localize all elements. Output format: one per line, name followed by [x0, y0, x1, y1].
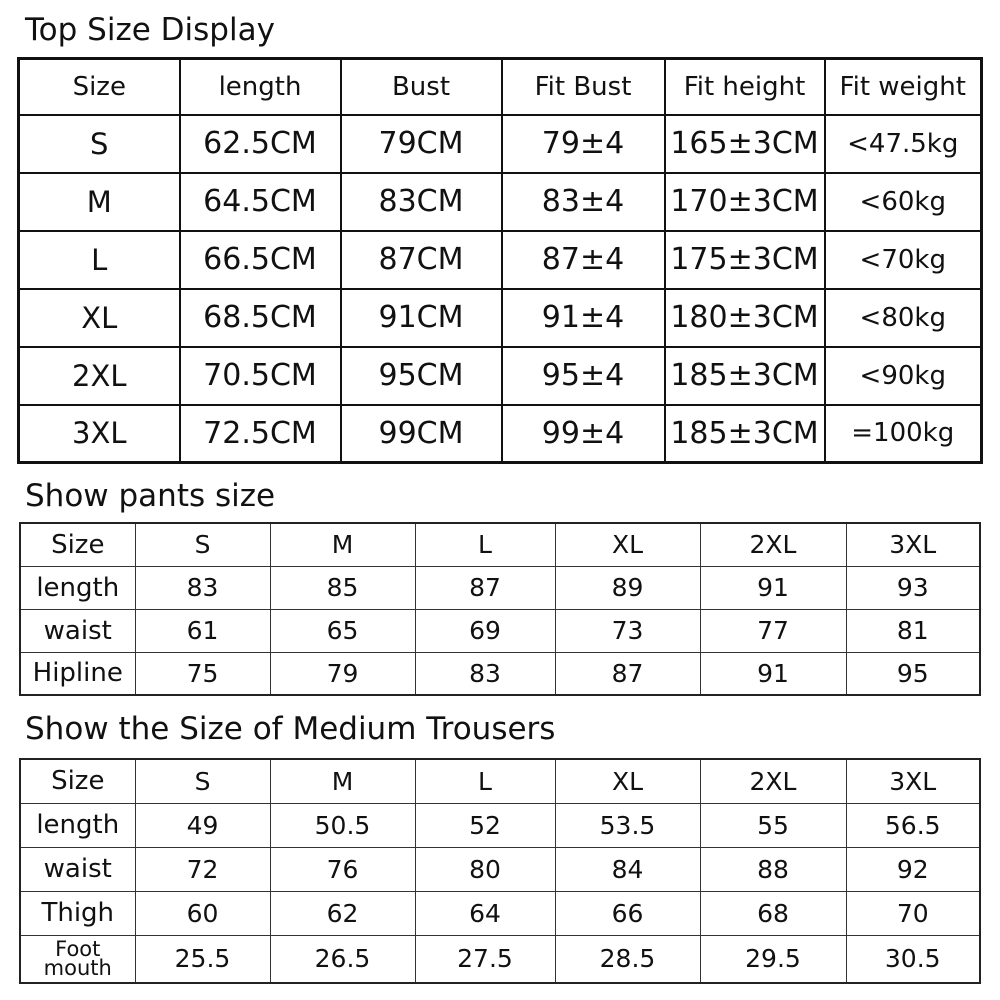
top-header-length: length: [180, 59, 341, 115]
fit-weight-cell: <80kg: [825, 289, 982, 347]
table-cell: 56.5: [846, 803, 980, 847]
table-cell: 52: [415, 803, 555, 847]
size-header: XL: [555, 523, 700, 566]
table-cell: 61: [135, 609, 270, 652]
table-cell: 92: [846, 847, 980, 891]
bust-cell: 91CM: [341, 289, 502, 347]
trousers-header-row: [20, 759, 980, 803]
table-row: [19, 173, 982, 231]
table-cell: 77: [700, 609, 846, 652]
row-label: waist: [20, 847, 135, 891]
table-cell: 69: [415, 609, 555, 652]
table-cell: 30.5: [846, 935, 980, 983]
table-row: [20, 935, 980, 983]
table-cell: 76: [270, 847, 415, 891]
table-row: [19, 115, 982, 173]
pants-header-size: Size: [20, 523, 135, 566]
fit-weight-cell: <70kg: [825, 231, 982, 289]
table-cell: 85: [270, 566, 415, 609]
table-cell: 91: [700, 566, 846, 609]
length-cell: 68.5CM: [180, 289, 341, 347]
table-row: [20, 847, 980, 891]
fit-bust-cell: 83±4: [502, 173, 665, 231]
size-header: 2XL: [700, 523, 846, 566]
fit-weight-cell: <60kg: [825, 173, 982, 231]
table-cell: 25.5: [135, 935, 270, 983]
table-cell: 93: [846, 566, 980, 609]
size-header: 3XL: [846, 759, 980, 803]
bust-cell: 87CM: [341, 231, 502, 289]
pants-header-row: [20, 523, 980, 566]
length-cell: 66.5CM: [180, 231, 341, 289]
fit-height-cell: 175±3CM: [665, 231, 825, 289]
table-cell: 84: [555, 847, 700, 891]
size-header: 2XL: [700, 759, 846, 803]
size-header: XL: [555, 759, 700, 803]
table-cell: 55: [700, 803, 846, 847]
table-cell: 95: [846, 652, 980, 695]
size-cell: 2XL: [19, 347, 180, 405]
top-header-fit-height: Fit height: [665, 59, 825, 115]
fit-weight-cell: <47.5kg: [825, 115, 982, 173]
top-size-title: Top Size Display: [25, 12, 275, 48]
top-header-bust: Bust: [341, 59, 502, 115]
length-cell: 64.5CM: [180, 173, 341, 231]
table-cell: 62: [270, 891, 415, 935]
size-header: 3XL: [846, 523, 980, 566]
table-cell: 72: [135, 847, 270, 891]
size-header: M: [270, 759, 415, 803]
fit-bust-cell: 79±4: [502, 115, 665, 173]
bust-cell: 79CM: [341, 115, 502, 173]
trousers-size-table: [19, 758, 981, 984]
table-cell: 49: [135, 803, 270, 847]
table-cell: 88: [700, 847, 846, 891]
table-cell: 70: [846, 891, 980, 935]
table-cell: 50.5: [270, 803, 415, 847]
top-size-table: [17, 57, 983, 464]
table-cell: 26.5: [270, 935, 415, 983]
row-label: [20, 935, 135, 983]
table-row: [19, 231, 982, 289]
table-cell: 91: [700, 652, 846, 695]
table-cell: 65: [270, 609, 415, 652]
fit-weight-cell: <90kg: [825, 347, 982, 405]
table-cell: 66: [555, 891, 700, 935]
table-cell: 53.5: [555, 803, 700, 847]
table-cell: 68: [700, 891, 846, 935]
row-label: Thigh: [20, 891, 135, 935]
table-row: [20, 609, 980, 652]
row-label: waist: [20, 609, 135, 652]
table-cell: 87: [415, 566, 555, 609]
table-cell: 81: [846, 609, 980, 652]
size-header: S: [135, 759, 270, 803]
table-cell: 28.5: [555, 935, 700, 983]
bust-cell: 95CM: [341, 347, 502, 405]
table-row: [19, 405, 982, 463]
table-cell: 87: [555, 652, 700, 695]
fit-height-cell: 185±3CM: [665, 405, 825, 463]
bust-cell: 99CM: [341, 405, 502, 463]
table-row: [19, 289, 982, 347]
row-label-line2: mouth: [43, 955, 112, 980]
fit-height-cell: 165±3CM: [665, 115, 825, 173]
fit-bust-cell: 91±4: [502, 289, 665, 347]
size-cell: S: [19, 115, 180, 173]
length-cell: 62.5CM: [180, 115, 341, 173]
table-cell: 79: [270, 652, 415, 695]
pants-size-title: Show pants size: [25, 478, 276, 514]
size-header: S: [135, 523, 270, 566]
fit-bust-cell: 87±4: [502, 231, 665, 289]
table-cell: 83: [415, 652, 555, 695]
top-header-fit-weight: Fit weight: [825, 59, 982, 115]
length-cell: 72.5CM: [180, 405, 341, 463]
row-label: length: [20, 803, 135, 847]
size-cell: L: [19, 231, 180, 289]
trousers-header-size: Size: [20, 759, 135, 803]
top-header-size: Size: [19, 59, 180, 115]
table-row: [20, 891, 980, 935]
fit-bust-cell: 95±4: [502, 347, 665, 405]
fit-bust-cell: 99±4: [502, 405, 665, 463]
fit-height-cell: 180±3CM: [665, 289, 825, 347]
table-row: [20, 566, 980, 609]
bust-cell: 83CM: [341, 173, 502, 231]
fit-height-cell: 170±3CM: [665, 173, 825, 231]
top-header-fit-bust: Fit Bust: [502, 59, 665, 115]
table-row: [20, 803, 980, 847]
table-row: [20, 652, 980, 695]
table-cell: 89: [555, 566, 700, 609]
row-label: Hipline: [20, 652, 135, 695]
fit-height-cell: 185±3CM: [665, 347, 825, 405]
table-cell: 75: [135, 652, 270, 695]
table-cell: 64: [415, 891, 555, 935]
size-header: L: [415, 523, 555, 566]
fit-weight-cell: =100kg: [825, 405, 982, 463]
top-header-row: [19, 59, 982, 115]
length-cell: 70.5CM: [180, 347, 341, 405]
size-cell: 3XL: [19, 405, 180, 463]
trousers-size-title: Show the Size of Medium Trousers: [25, 711, 556, 747]
row-label: length: [20, 566, 135, 609]
table-cell: 80: [415, 847, 555, 891]
table-cell: 60: [135, 891, 270, 935]
table-cell: 83: [135, 566, 270, 609]
size-cell: M: [19, 173, 180, 231]
table-cell: 29.5: [700, 935, 846, 983]
table-cell: 27.5: [415, 935, 555, 983]
size-cell: XL: [19, 289, 180, 347]
table-cell: 73: [555, 609, 700, 652]
table-row: [19, 347, 982, 405]
pants-size-table: [19, 522, 981, 696]
size-header: L: [415, 759, 555, 803]
size-header: M: [270, 523, 415, 566]
row-label-line1: Foot: [55, 936, 101, 961]
